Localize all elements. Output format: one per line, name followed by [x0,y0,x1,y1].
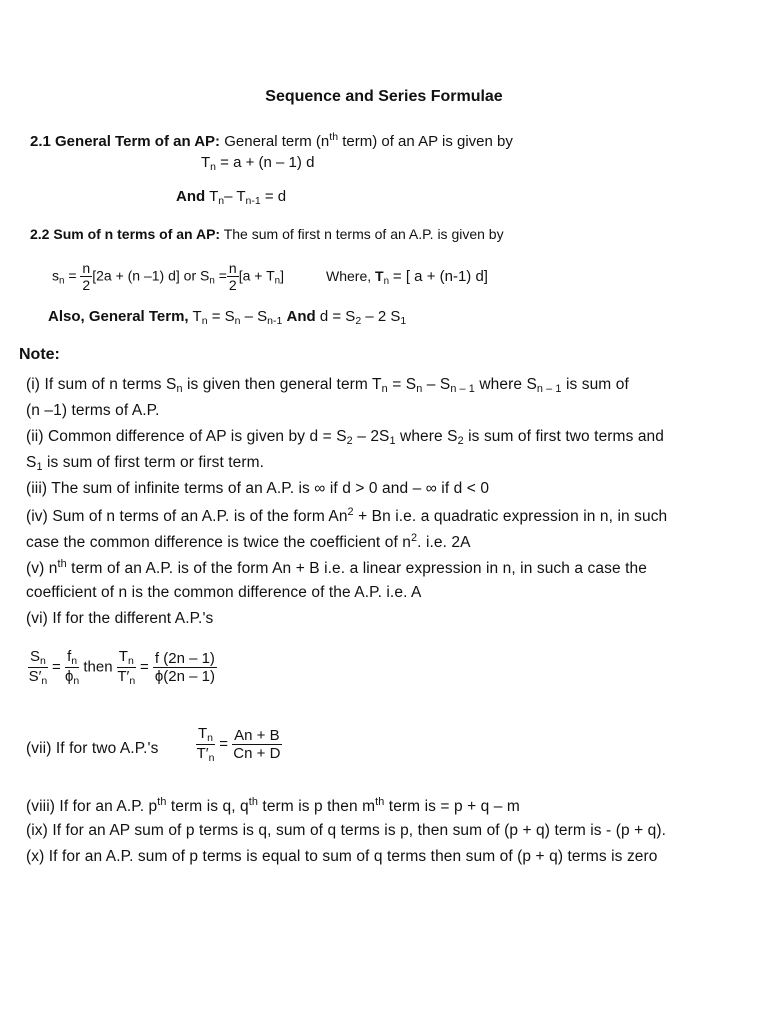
sum-formula: $s_n$ = $\frac{n}{2}$ [2a + (n –1) d] or $S_n$ = $\frac{n}{2}$ $[a + T_n]$ [52,260,284,294]
note-x: (x) If for an A.P. sum of p terms is equal to sum of q terms then sum of (p + q) terms is zero [26,848,658,865]
note-iv-cont: case the common difference is twice the coefficient of $n^2$. i.e. 2A [26,532,471,551]
note-vi-formula: $\frac{S_n}{S'_n}$ = $\frac{f_n}{\phi_n}$ then $\frac{T_n}{T'_n}$ = $\frac{f (2n - 1)}{\phi(2n - 1)}$ [28,648,215,688]
note-vii-formula: $\frac{T_n}{T'_n}$ = $\frac{An + B}{Cn + D}$ [196,725,281,765]
note-heading: Note: [19,346,60,363]
common-difference-formula: And $T_n-$ $T_{n-1} = d$ [176,188,287,207]
fraction-sn-over-sn-prime: $\frac{S_n}{S'_n}$ [28,648,48,688]
where-formula: Where, $T_n$ = [ a + (n-1) d] [326,268,488,287]
fraction-n-over-2-second: $\frac{n}{2}$ [228,260,237,294]
note-ix: (ix) If for an AP sum of p terms is q, sum of q terms is p, then sum of (p + q) term is - (p + q). [26,822,667,839]
note-v: (v) $n^{th}$ term of an A.P. is of the form An + B i.e. a linear expression in n, in such a case the [26,558,647,577]
note-vii: (vii) If for two A.P.'s [26,740,159,757]
fraction-tn-over-tn-prime: $\frac{T_n}{T'_n}$ [117,648,136,688]
section-2-1-text: General term ($n^{th}$ term) of an AP is given by [224,131,513,150]
page-title: Sequence and Series Formulae [265,88,503,105]
note-iii: (iii) The sum of infinite terms of an A.P. is ∞ if d > 0 and – ∞ if d < 0 [26,480,490,497]
section-2-2-heading: 2.2 Sum of n terms of an AP: [30,226,221,242]
section-2-2-line [30,226,504,242]
note-v-cont: coefficient of n is the common difference of the A.P. i.e. A [26,584,422,601]
fraction-an-b-over-cn-d: $\frac{An + B}{Cn + D}$ [233,726,281,763]
note-vi: (vi) If for the different A.P.'s [26,610,214,627]
note-i: (i) If sum of n terms $S_n$ is given then general term $T_n = S_n - S_{n - 1}$ where $S_{n - 1}$ is sum of [26,376,629,395]
fraction-n-over-2: $\frac{n}{2}$ [82,260,91,294]
fraction-f-over-phi: $\frac{f (2n - 1)}{\phi(2n - 1)}$ [154,649,215,686]
section-2-1-line [30,131,513,150]
section-2-2-text: The sum of first n terms of an A.P. is given by [223,226,504,242]
fraction-fn-over-phin: $\frac{f_n}{\phi_n}$ [64,648,80,688]
also-general-term: Also, General Term, $T_n = S_n - S_{n-1}$ And $d = S_2 - 2$ $S_1$ [48,308,407,327]
note-viii: (viii) If for an A.P. $p^{th}$ term is q, $q^{th}$ term is p then $m^{th}$ term is = p + q – m [26,796,520,815]
note-i-cont: (n –1) terms of A.P. [26,402,160,419]
note-ii: (ii) Common difference of AP is given by $d = S_2 - 2S_1$ where $S_2$ is sum of first two terms and [26,428,664,447]
section-2-1-heading: 2.1 General Term of an AP: [30,133,221,150]
fraction-tn-over-tn-prime-2: $\frac{T_n}{T'_n}$ [196,725,215,765]
general-term-formula: $T_n = a + (n - 1)$ d [201,154,315,173]
note-iv: (iv) Sum of n terms of an A.P. is of the form $An^2 + Bn$ i.e. a quadratic expression in n, in such [26,506,668,525]
note-ii-cont: $S_1$ is sum of first term or first term. [26,454,265,473]
